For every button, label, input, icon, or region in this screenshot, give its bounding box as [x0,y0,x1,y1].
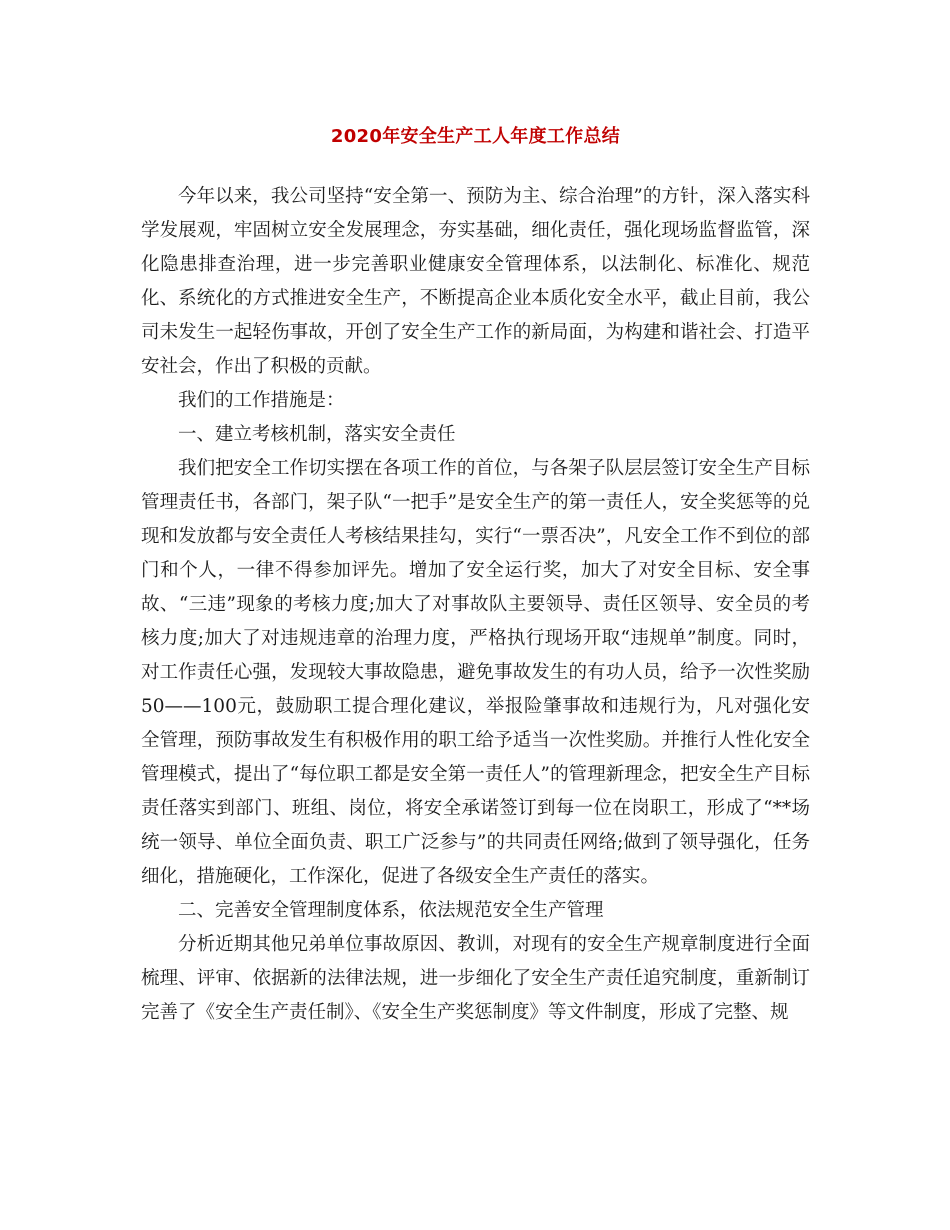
document-body [141,180,810,1030]
section-heading-1: 一、建立考核机制，落实安全责任 [178,424,456,445]
paragraph-section-2: 分析近期其他兄弟单位事故原因、教训，对现有的安全生产规章制度进行全面梳理、评审、依据新的法律法规，进一步细化了安全生产责任追究制度，重新制订完善了《安全生产责任制》、《安全生产奖惩制度》等文件制度，形成了完整、规 [141,934,810,1023]
section-heading-2: 二、完善安全管理制度体系，依法规范安全生产管理 [178,900,604,921]
paragraph-measures-lead: 我们的工作措施是： [178,390,345,411]
document-title: 2020年安全生产工人年度工作总结 [330,126,621,147]
paragraph-intro: 今年以来，我公司坚持“安全第一、预防为主、综合治理”的方针，深入落实科学发展观，牢固树立安全发展理念，夯实基础，细化责任，强化现场监督监管，深化隐患排查治理，进一步完善职业健康安全管理体系，以法制化、标准化、规范化、系统化的方式推进安全生产，不断提高企业本质化安全水平，截止目前，我公司未发生一起轻伤事故，开创了安全生产工作的新局面，为构建和谐社会、打造平安社会，作出了积极的贡献。 [141,186,810,377]
paragraph-section-1: 我们把安全工作切实摆在各项工作的首位，与各架子队层层签订安全生产目标管理责任书，各部门，架子队“一把手”是安全生产的第一责任人，安全奖惩等的兑现和发放都与安全责任人考核结果挂勾，实行“一票否决”，凡安全工作不到位的部门和个人，一律不得参加评先。增加了安全运行奖，加大了对安全目标、安全事故、“三违”现象的考核力度;加大了对事故队主要领导、责任区领导、安全员的考核力度;加大了对违规违章的治理力度，严格执行现场开取“违规单”制度。同时，对工作责任心强，发现较大事故隐患，避免事故发生的有功人员，给予一次性奖励50——100元，鼓励职工提合理化建议，举报险肇事故和违规行为，凡对强化安全管理，预防事故发生有积极作用的职工给予适当一次性奖励。并推行人性化安全管理模式，提出了“每位职工都是安全第一责任人”的管理新理念，把安全生产目标责任落实到部门、班组、岗位，将安全承诺签订到每一位在岗职工，形成了“**场统一领导、单位全面负责、职工广泛参与”的共同责任网络;做到了领导强化，任务细化，措施硬化，工作深化，促进了各级安全生产责任的落实。 [141,458,810,887]
